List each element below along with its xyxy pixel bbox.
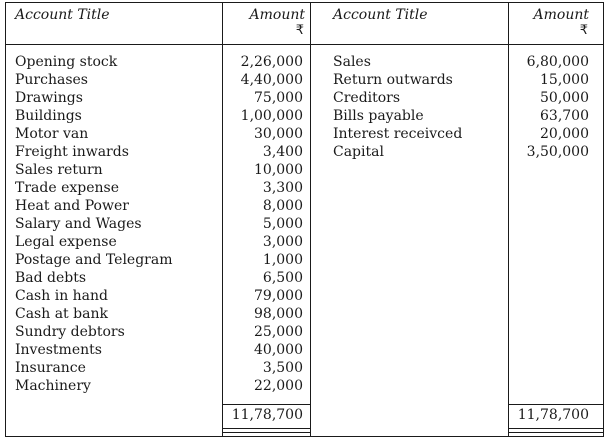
debit-amount: 22,000 xyxy=(254,378,303,394)
credit-amounts-column xyxy=(509,53,589,161)
total-double-rule-left xyxy=(222,428,311,429)
credit-accounts-column xyxy=(333,53,503,161)
debit-amount: 1,00,000 xyxy=(240,108,303,124)
credit-amount: 6,80,000 xyxy=(526,54,589,70)
credit-account-title: Capital xyxy=(333,144,384,160)
debit-amount: 1,000 xyxy=(262,252,303,268)
debit-account-title: Postage and Telegram xyxy=(15,252,173,268)
debit-amount: 6,500 xyxy=(262,270,303,286)
debit-amount: 79,000 xyxy=(254,288,303,304)
debit-account-title: Cash at bank xyxy=(15,306,108,322)
debit-amount: 75,000 xyxy=(254,90,303,106)
debit-amount: 3,500 xyxy=(262,360,303,376)
debit-account-title: Sundry debtors xyxy=(15,324,125,340)
total-rule-left xyxy=(222,404,311,405)
debit-account-title: Heat and Power xyxy=(15,198,129,214)
debit-account-title: Opening stock xyxy=(15,54,118,70)
debit-accounts-column xyxy=(15,53,215,395)
debit-amount: 10,000 xyxy=(254,162,303,178)
debit-account-title: Sales return xyxy=(15,162,103,178)
credit-amount: 63,700 xyxy=(540,108,589,124)
debit-account-title: Drawings xyxy=(15,90,83,106)
rupee-symbol-left: ₹ xyxy=(295,23,304,38)
credit-amount: 3,50,000 xyxy=(526,144,589,160)
debit-account-title: Trade expense xyxy=(15,180,119,196)
credit-amount: 20,000 xyxy=(540,126,589,142)
credit-account-title: Bills payable xyxy=(333,108,424,124)
debit-amount: 3,300 xyxy=(262,180,303,196)
debit-amount: 3,000 xyxy=(262,234,303,250)
debit-account-title: Buildings xyxy=(15,108,82,124)
debit-total: 11,78,700 xyxy=(231,407,303,423)
debit-amounts-column xyxy=(223,53,303,395)
credit-account-title: Return outwards xyxy=(333,72,453,88)
debit-amount: 3,400 xyxy=(262,144,303,160)
header-account-title-left: Account Title xyxy=(15,7,110,23)
total-double-rule-right xyxy=(508,428,604,429)
debit-account-title: Investments xyxy=(15,342,102,358)
debit-account-title: Insurance xyxy=(15,360,86,376)
debit-account-title: Bad debts xyxy=(15,270,87,286)
total-double-rule-right xyxy=(508,432,604,433)
credit-account-title: Creditors xyxy=(333,90,401,106)
debit-amount: 25,000 xyxy=(254,324,303,340)
debit-amount: 2,26,000 xyxy=(240,54,303,70)
column-divider xyxy=(310,2,311,437)
debit-amount: 8,000 xyxy=(262,198,303,214)
debit-amount: 30,000 xyxy=(254,126,303,142)
credit-total: 11,78,700 xyxy=(517,407,589,423)
debit-account-title: Purchases xyxy=(15,72,88,88)
header-amount-right: Amount xyxy=(533,7,589,23)
debit-account-title: Freight inwards xyxy=(15,144,129,160)
header-account-title-right: Account Title xyxy=(333,7,428,23)
header-amount-left: Amount xyxy=(249,7,305,23)
rupee-symbol-right: ₹ xyxy=(579,23,588,38)
credit-account-title: Interest receivced xyxy=(333,126,463,142)
header-divider xyxy=(5,44,604,45)
debit-amount: 4,40,000 xyxy=(240,72,303,88)
debit-amount: 5,000 xyxy=(262,216,303,232)
credit-account-title: Sales xyxy=(333,54,371,70)
credit-amount: 15,000 xyxy=(540,72,589,88)
debit-account-title: Salary and Wages xyxy=(15,216,142,232)
debit-amount: 98,000 xyxy=(254,306,303,322)
debit-account-title: Cash in hand xyxy=(15,288,108,304)
debit-account-title: Legal expense xyxy=(15,234,117,250)
debit-account-title: Motor van xyxy=(15,126,89,142)
total-rule-right xyxy=(508,404,604,405)
credit-amount: 50,000 xyxy=(540,90,589,106)
total-double-rule-left xyxy=(222,432,311,433)
debit-amount: 40,000 xyxy=(254,342,303,358)
debit-account-title: Machinery xyxy=(15,378,91,394)
